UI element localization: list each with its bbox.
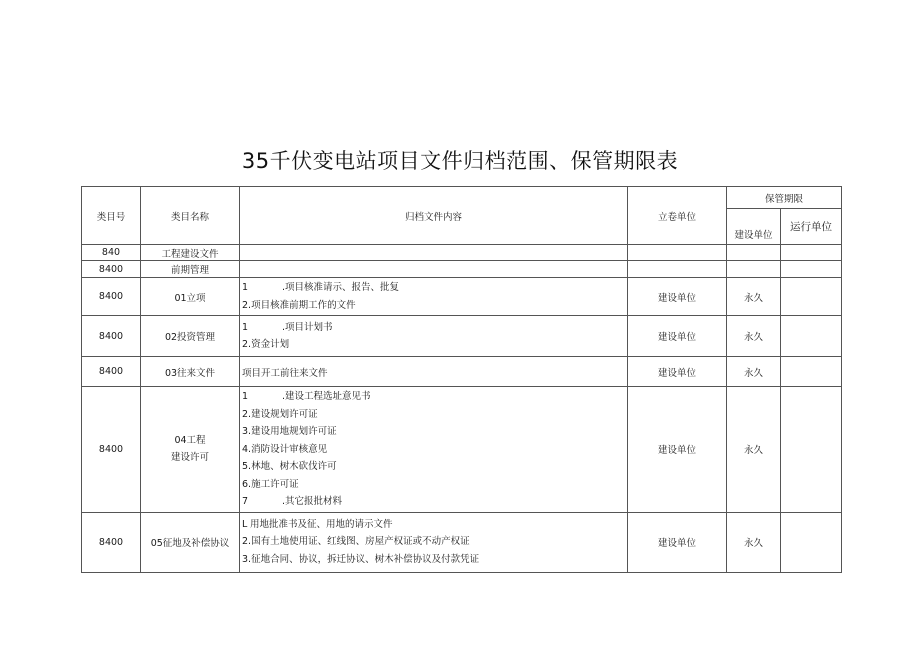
row-content: 项目开工前往来文件 bbox=[240, 357, 628, 387]
list-item: 2.国有土地使用证、红线图、房屋产权证或不动产权证 bbox=[242, 536, 470, 548]
row-content bbox=[240, 316, 628, 357]
row-code: 8400 bbox=[82, 512, 141, 572]
row-name: 05征地及补偿协议 bbox=[141, 512, 240, 572]
row-period: 永久 bbox=[727, 512, 781, 572]
list-item: 2.建设规划许可证 bbox=[242, 408, 318, 420]
row-filing-unit: 建设单位 bbox=[628, 357, 727, 387]
list-item: 1 .建设工程选址意见书 bbox=[242, 391, 371, 402]
row-name: 工程建设文件 bbox=[141, 245, 240, 261]
table-row bbox=[82, 357, 842, 387]
list-item: 3.建设用地规划许可证 bbox=[242, 426, 337, 437]
header-operation-unit: 运行单位 bbox=[781, 209, 842, 245]
row-filing-unit: 建设单位 bbox=[628, 316, 727, 357]
row-period: 永久 bbox=[727, 316, 781, 357]
list-item: 4.消防设计审核意见 bbox=[242, 443, 328, 455]
row-code: 8400 bbox=[82, 316, 141, 357]
table-row bbox=[82, 512, 842, 572]
row-name: 前期管理 bbox=[141, 261, 240, 278]
row-content bbox=[240, 278, 628, 316]
row-code: 8400 bbox=[82, 261, 141, 278]
list-item: 7 .其它报批材料 bbox=[242, 496, 343, 507]
row-code: 8400 bbox=[82, 278, 141, 316]
row-code: 8400 bbox=[82, 357, 141, 387]
row-code: 8400 bbox=[82, 387, 141, 513]
list-item: 1 .项目计划书 bbox=[242, 321, 333, 333]
header-name: 类目名称 bbox=[141, 187, 240, 245]
row-filing-unit: 建设单位 bbox=[628, 387, 727, 513]
row-period: 永久 bbox=[727, 387, 781, 513]
table-row bbox=[82, 261, 842, 278]
page-title: 35千伏变电站项目文件归档范围、保管期限表 bbox=[241, 149, 679, 173]
row-code: 840 bbox=[82, 245, 141, 261]
header-code: 类目号 bbox=[82, 187, 141, 245]
list-item: 2.资金计划 bbox=[242, 339, 290, 350]
list-item: 1 .项目核准请示、报告、批复 bbox=[242, 282, 400, 293]
list-item: L 用地批准书及征、用地的请示文件 bbox=[242, 518, 393, 530]
header-row bbox=[82, 187, 842, 209]
table-row bbox=[82, 316, 842, 357]
table-row bbox=[82, 387, 842, 513]
row-name: 01立项 bbox=[141, 278, 240, 316]
row-content bbox=[240, 512, 628, 572]
row-filing-unit: 建设单位 bbox=[628, 512, 727, 572]
list-item: 5.林地、树木砍伐许可 bbox=[242, 461, 337, 472]
header-content: 归档文件内容 bbox=[240, 187, 628, 245]
row-filing-unit: 建设单位 bbox=[628, 278, 727, 316]
row-content bbox=[240, 387, 628, 513]
row-period: 永久 bbox=[727, 357, 781, 387]
list-item: 2.项目核准前期工作的文件 bbox=[242, 299, 356, 311]
list-item: 6.施工许可证 bbox=[242, 478, 299, 490]
header-construction-unit: 建设单位 bbox=[727, 209, 781, 245]
row-name: 03往来文件 bbox=[141, 357, 240, 387]
row-name: 02投资管理 bbox=[141, 316, 240, 357]
row-period: 永久 bbox=[727, 278, 781, 316]
header-retention: 保管期限 bbox=[727, 187, 842, 209]
archive-table bbox=[81, 186, 842, 573]
table-row bbox=[82, 245, 842, 261]
list-item: 3.征地合同、协议，拆迁协议、树木补偿协议及付款凭证 bbox=[242, 553, 480, 565]
header-filing-unit: 立卷单位 bbox=[628, 187, 727, 245]
table-row bbox=[82, 278, 842, 316]
row-name: 04工程 建设许可 bbox=[141, 387, 240, 513]
